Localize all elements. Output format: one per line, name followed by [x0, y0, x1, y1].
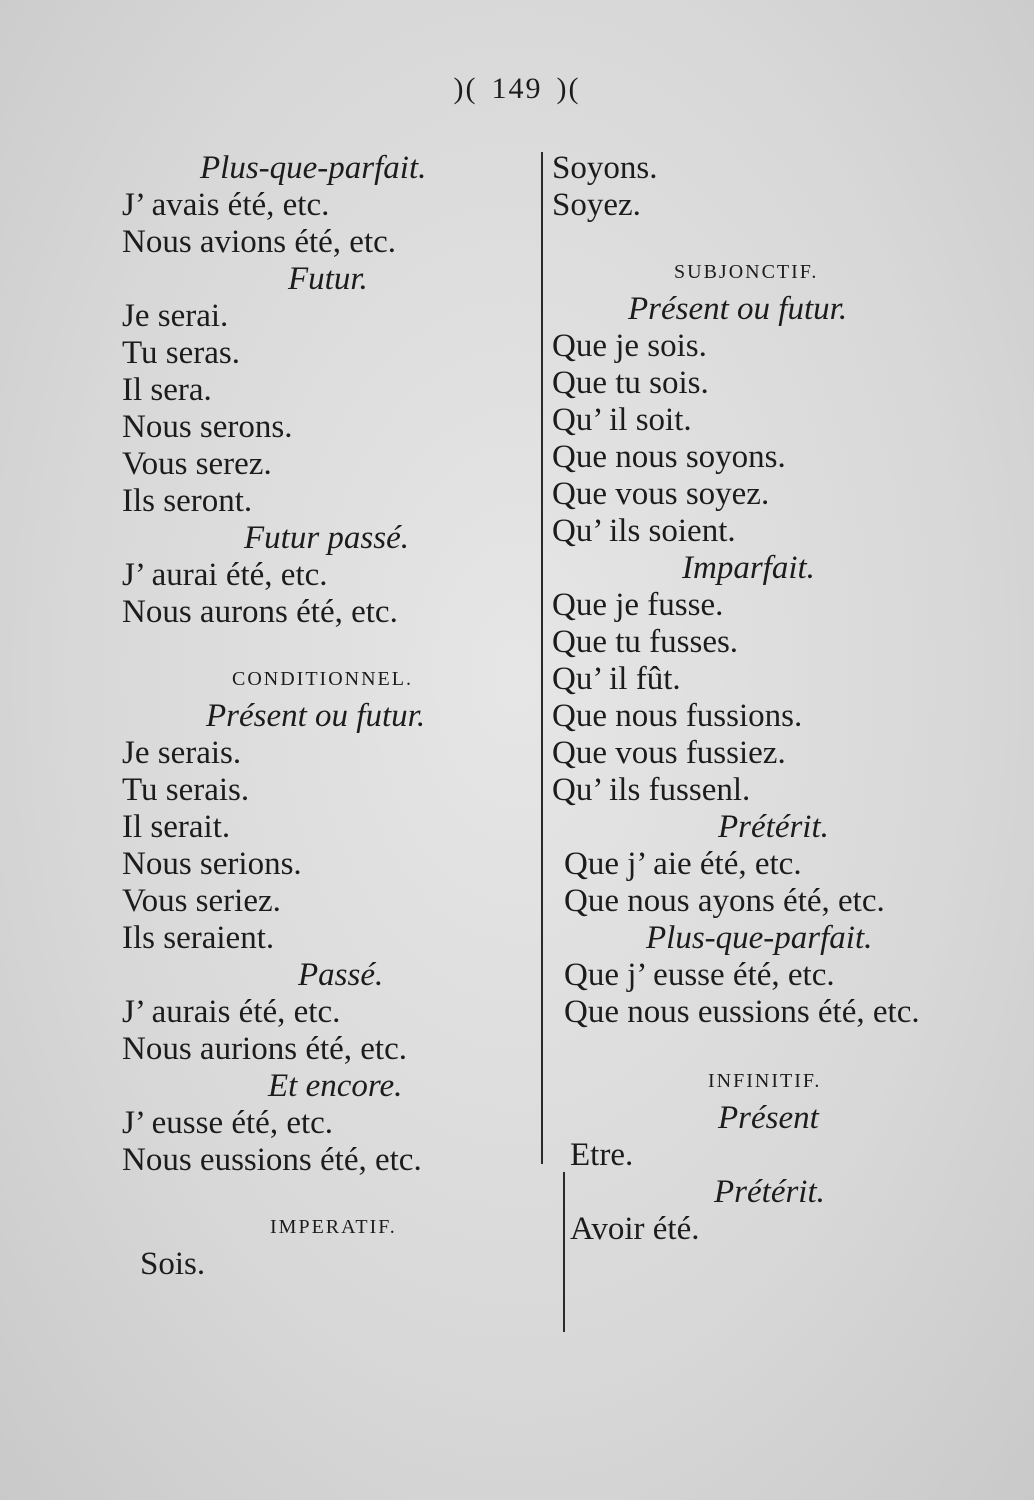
right-column [552, 150, 972, 1248]
heading-inf-preterit: Prétérit. [714, 1174, 825, 1210]
text-line: Je serai. [122, 298, 229, 334]
text-line: Qu’ il soit. [552, 402, 692, 438]
text-line: J’ avais été, etc. [122, 187, 330, 223]
text-line: Qu’ ils fussenl. [552, 772, 751, 808]
heading-subj-preterit: Prétérit. [718, 809, 829, 845]
text-line: Nous aurons été, etc. [122, 594, 398, 630]
text-line: Que tu sois. [552, 365, 709, 401]
text-line: Tu serais. [122, 772, 250, 808]
column-divider-upper [541, 152, 543, 1164]
heading-futur-passe: Futur passé. [244, 520, 409, 556]
page-number-right-mark: )( [556, 72, 581, 105]
text-line: Il sera. [122, 372, 212, 408]
text-line: Vous seriez. [122, 883, 281, 919]
heading-inf-present: Présent [718, 1100, 819, 1136]
text-line: Que tu fusses. [552, 624, 739, 660]
section-title-conditionnel: CONDITIONNEL. [232, 668, 413, 690]
text-line: Que j’ eusse été, etc. [564, 957, 835, 993]
text-line: Soyez. [552, 187, 641, 223]
text-line: Nous serions. [122, 846, 302, 882]
text-line: Que nous eussions été, etc. [564, 994, 920, 1030]
spacer [552, 1031, 972, 1063]
text-line: Tu seras. [122, 335, 240, 371]
text-line: J’ eusse été, etc. [122, 1105, 334, 1141]
spacer [552, 224, 972, 254]
spacer [122, 631, 522, 661]
text-line: Etre. [570, 1137, 634, 1173]
text-line: Soyons. [552, 150, 658, 186]
text-line: Que vous fussiez. [552, 735, 786, 771]
text-line: Que nous ayons été, etc. [564, 883, 885, 919]
text-line: Que je sois. [552, 328, 707, 364]
text-line: Qu’ il fût. [552, 661, 681, 697]
heading-subj-plus-que-parfait: Plus-que-parfait. [646, 920, 873, 956]
text-line: Sois. [140, 1246, 206, 1282]
text-line: Ils seraient. [122, 920, 275, 956]
page-number-value: 149 [491, 72, 543, 105]
heading-plus-que-parfait: Plus-que-parfait. [200, 150, 427, 186]
page-number-left-mark: )( [453, 72, 478, 105]
left-column [122, 150, 522, 1283]
section-title-imperatif: IMPERATIF. [270, 1216, 397, 1238]
text-line: Il serait. [122, 809, 231, 845]
text-line: Que vous soyez. [552, 476, 770, 512]
text-line: Nous avions été, etc. [122, 224, 397, 260]
heading-subj-imparfait: Imparfait. [682, 550, 815, 586]
text-line: Que je fusse. [552, 587, 724, 623]
heading-futur: Futur. [288, 261, 368, 297]
heading-subj-present: Présent ou futur. [628, 291, 848, 327]
text-line: Vous serez. [122, 446, 272, 482]
text-line: Qu’ ils soient. [552, 513, 736, 549]
text-line: Je serais. [122, 735, 242, 771]
section-title-infinitif: INFINITIF. [708, 1070, 822, 1092]
text-line: Que nous soyons. [552, 439, 786, 475]
text-line: Nous aurions été, etc. [122, 1031, 407, 1067]
heading-cond-passe: Passé. [298, 957, 384, 993]
text-line: Ils seront. [122, 483, 253, 519]
text-line: Avoir été. [570, 1211, 700, 1247]
text-line: Que j’ aie été, etc. [564, 846, 802, 882]
heading-et-encore: Et encore. [268, 1068, 403, 1104]
section-title-subjonctif: SUBJONCTIF. [674, 261, 819, 283]
text-line: Nous serons. [122, 409, 293, 445]
page-number [0, 72, 1034, 106]
text-line: Nous eussions été, etc. [122, 1142, 422, 1178]
heading-cond-present: Présent ou futur. [206, 698, 426, 734]
text-line: J’ aurai été, etc. [122, 557, 328, 593]
spacer [122, 1179, 522, 1209]
text-line: Que nous fussions. [552, 698, 803, 734]
text-line: J’ aurais été, etc. [122, 994, 341, 1030]
